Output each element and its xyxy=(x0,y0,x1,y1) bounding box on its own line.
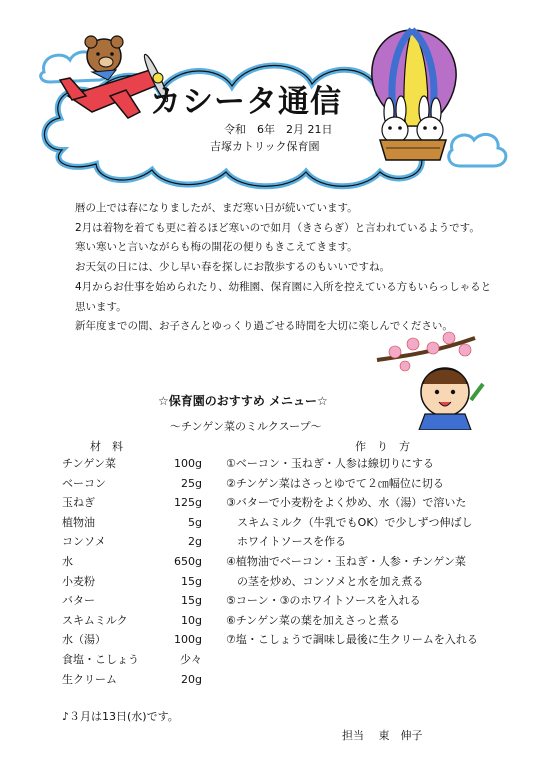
recipe-step: ②チンゲン菜はさっとゆでて２㎝幅位に切る xyxy=(226,476,444,490)
ingredient-row xyxy=(62,474,202,494)
ingredient-row xyxy=(62,650,202,670)
recipe-step: ④植物油でベーコン・玉ねぎ・人参・チンゲン菜 xyxy=(226,554,466,568)
ingredient-name: 植物油 xyxy=(62,515,95,529)
blossom-icon xyxy=(389,332,471,371)
ingredient-name: スキムミルク xyxy=(62,613,128,627)
ingredient-row xyxy=(62,611,202,631)
ingredient-row xyxy=(62,532,202,552)
intro-line: 2月は着物を着ても更に着るほど寒いので如月（きさらぎ）と言われているようです。 xyxy=(75,221,480,234)
intro-line: お天気の日には、少し早い春を探しにお散歩するのもいいですね。 xyxy=(75,261,390,274)
ingredient-row xyxy=(62,552,202,572)
ingredient-amount: 125g xyxy=(174,496,202,510)
intro-line: 4月からお仕事を始められたり、幼稚園、保育園に入所を控えている方もいらっしゃると xyxy=(75,280,492,293)
staff-in-charge: 担当 東 伸子 xyxy=(342,729,423,742)
ingredient-name: 食塩・こしょう xyxy=(62,652,139,666)
school-name: 吉塚カトリック保育園 xyxy=(210,140,320,153)
recipe-step: スキムミルク（牛乳でもOK）で少しずつ伸ばし xyxy=(226,515,473,529)
next-date-note: ♪３月は13日(水)です。 xyxy=(62,710,179,723)
recipe-steps xyxy=(226,454,516,650)
ingredient-amount: 100g xyxy=(174,633,202,647)
intro-line: 思います。 xyxy=(75,300,127,313)
ingredient-row xyxy=(62,630,202,650)
ingredient-name: 水 xyxy=(62,554,73,568)
balloon-bunnies-icon xyxy=(372,30,456,160)
ingredient-amount: 少々 xyxy=(180,652,202,666)
issue-date: 令和 6年 2月 21日 xyxy=(224,123,333,136)
recipe-step: ホワイトソースを作る xyxy=(226,535,347,549)
recipe-step: ⑤コーン・③のホワイトソースを入れる xyxy=(226,594,421,608)
ingredient-name: 水（湯） xyxy=(62,633,106,647)
ingredient-amount: 5g xyxy=(188,515,202,529)
recipe-step: ⑥チンゲン菜の葉を加えさっと煮る xyxy=(226,613,400,627)
ingredient-name: 生クリーム xyxy=(62,672,117,686)
ingredient-name: 玉ねぎ xyxy=(62,496,95,510)
ingredient-name: チンゲン菜 xyxy=(62,457,117,470)
ingredient-row xyxy=(62,670,202,690)
recipe-step: ③バターで小麦粉をよく炒め、水（湯）で溶いた xyxy=(226,496,467,510)
cloud-small-right xyxy=(449,134,506,166)
ingredient-amount: 20g xyxy=(181,672,202,686)
ingredient-row xyxy=(62,493,202,513)
blossom-child-illustration xyxy=(375,330,515,430)
ingredient-amount: 2g xyxy=(188,535,202,549)
ingredient-name: ベーコン xyxy=(62,476,106,490)
ingredient-row xyxy=(62,591,202,611)
ingredient-amount: 25g xyxy=(181,476,202,490)
recipe-step: の茎を炒め、コンソメと水を加え煮る xyxy=(226,574,424,588)
menu-section-title: ☆保育園のおすすめ メニュー☆ xyxy=(158,394,328,408)
intro-paragraph xyxy=(75,199,495,337)
ingredient-amount: 100g xyxy=(174,457,202,470)
newsletter-title: カシータ通信 xyxy=(150,84,342,120)
intro-line: 暦の上では春になりましたが、まだ寒い日が続いています。 xyxy=(75,202,358,214)
ingredient-name: 小麦粉 xyxy=(62,574,95,588)
recipe-step: ⑦塩・こしょうで調味し最後に生クリームを入れる xyxy=(226,633,478,647)
steps-heading: 作 り 方 xyxy=(355,440,410,453)
ingredient-list xyxy=(62,454,202,689)
ingredient-amount: 650g xyxy=(174,554,202,568)
ingredient-row xyxy=(62,513,202,533)
ingredient-amount: 15g xyxy=(181,594,202,608)
dish-title: ～チンゲン菜のミルクスープ～ xyxy=(170,420,322,433)
ingredients-heading: 材 料 xyxy=(90,440,123,453)
ingredient-amount: 10g xyxy=(181,613,202,627)
ingredient-name: バター xyxy=(62,594,95,608)
intro-line: 寒い寒いと言いながらも梅の開花の便りもきこえてきます。 xyxy=(75,241,358,254)
ingredient-amount: 15g xyxy=(181,574,202,588)
intro-line: 新年度までの間、お子さんとゆっくり過ごせる時間を大切に楽しんでください。 xyxy=(75,320,453,333)
recipe-step: ①ベーコン・玉ねぎ・人参は線切りにする xyxy=(226,457,434,470)
ingredient-row xyxy=(62,572,202,592)
ingredient-row xyxy=(62,454,202,474)
ingredient-name: コンソメ xyxy=(62,535,106,549)
